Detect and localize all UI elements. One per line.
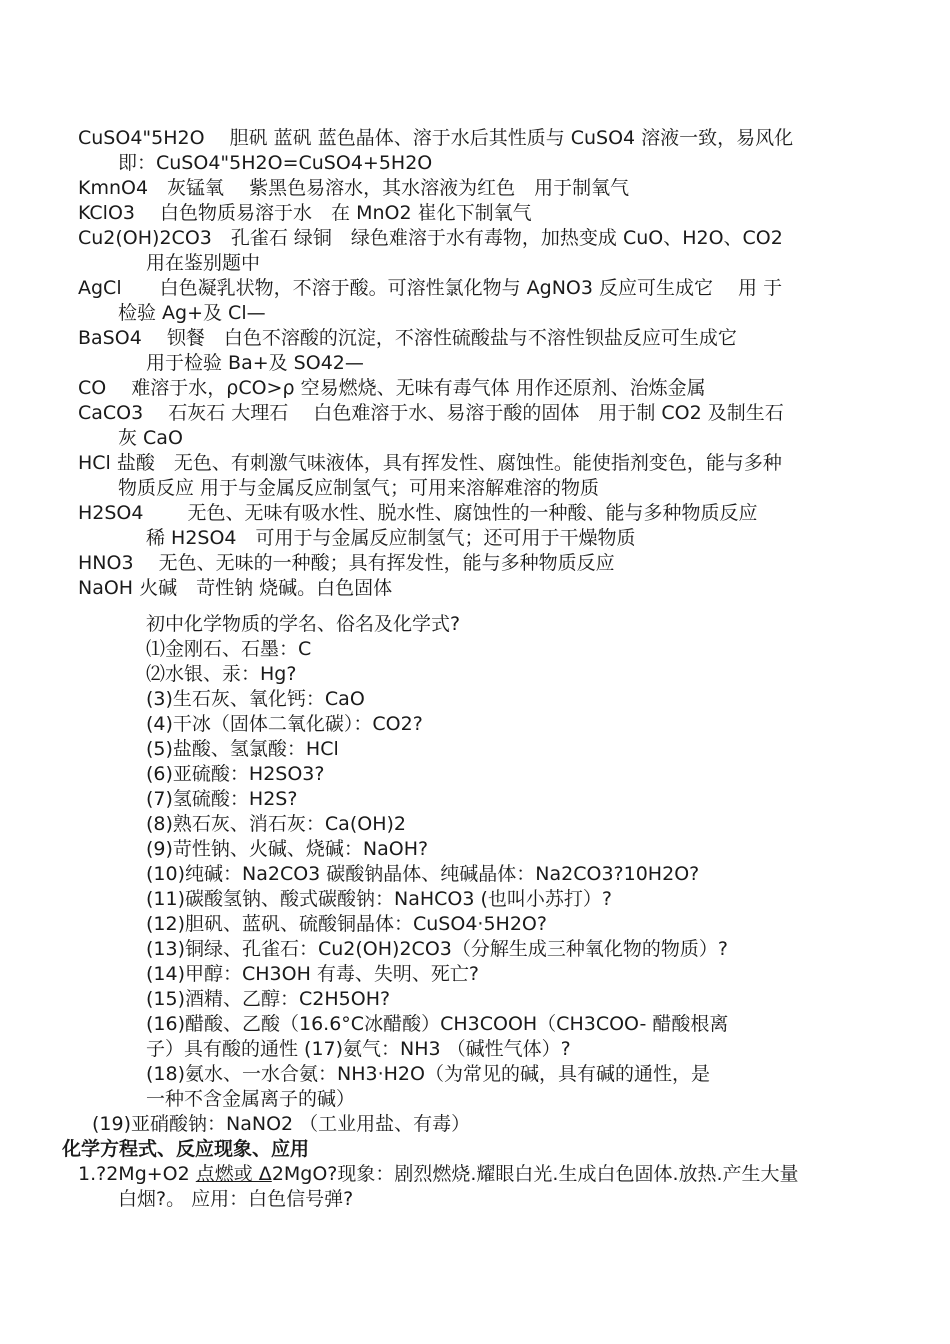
list-item: (7)氢硫酸：H2S? [146,788,298,810]
list-item: (8)熟石灰、消石灰：Ca(OH)2 [146,813,406,835]
text-line: 物质反应 用于与金属反应制氢气；可用来溶解难溶的物质 [118,477,600,499]
text-line: KClO3 白色物质易溶于水 在 MnO2 崔化下制氧气 [78,202,532,224]
list-item: 子）具有酸的通性 (17)氨气：NH3 （碱性气体）? [146,1038,571,1060]
text-line: 用在鉴别题中 [146,252,261,274]
text-line: 稀 H2SO4 可用于与金属反应制氢气；还可用于干燥物质 [146,527,636,549]
list-item: (15)酒精、乙醇：C2H5OH? [146,988,391,1010]
equation-line [78,1162,799,1187]
list-item: (9)苛性钠、火碱、烧碱：NaOH? [146,838,429,860]
list-item: ⑵水银、汞：Hg? [146,663,297,685]
text-line: 用于检验 Ba+及 SO42— [146,352,364,374]
text-line: CaCO3 石灰石 大理石 白色难溶于水、易溶于酸的固体 用于制 CO2 及制生石 [78,402,784,424]
text-line: BaSO4 钡餐 白色不溶酸的沉淀，不溶性硫酸盐与不溶性钡盐反应可生成它 [78,327,737,349]
list-item: (10)纯碱：Na2CO3 碳酸钠晶体、纯碱晶体：Na2CO3?10H2O? [146,863,700,885]
list-item: (19)亚硝酸钠：NaNO2 （工业用盐、有毒） [92,1113,471,1135]
text-line: KmnO4 灰锰氧 紫黑色易溶水，其水溶液为红色 用于制氧气 [78,177,630,199]
list-item: (14)甲醇：CH3OH 有毒、失明、死亡? [146,963,480,985]
list-item: (12)胆矾、蓝矾、硫酸铜晶体：CuSO4·5H2O? [146,913,547,935]
list-item: (4)干冰（固体二氧化碳）：CO2? [146,713,423,735]
list-item: (11)碳酸氢钠、酸式碳酸钠：NaHCO3 (也叫小苏打）? [146,888,612,910]
list-item: (16)醋酸、乙酸（16.6°C冰醋酸）CH3COOH（CH3COO- 醋酸根离 [146,1013,729,1035]
text-line: HNO3 无色、无味的一种酸；具有挥发性，能与多种物质反应 [78,552,615,574]
list-item: (18)氨水、一水合氨：NH3·H2O（为常见的碱，具有碱的通性，是 [146,1063,710,1085]
text-line: 检验 Ag+及 Cl— [118,302,266,324]
list-item: (13)铜绿、孔雀石：Cu2(OH)2CO3（分解生成三种氧化物的物质）? [146,938,728,960]
equation-prefix: 1.?2Mg+O2 [78,1163,196,1185]
list-item: ⑴金刚石、石墨：C [146,638,312,660]
list-item: 一种不含金属离子的碱） [146,1088,356,1110]
text-line: AgCl 白色凝乳状物，不溶于酸。可溶性氯化物与 AgNO3 反应可生成它 用 于 [78,277,783,299]
list-title: 初中化学物质的学名、俗名及化学式? [146,613,461,635]
section-heading: 化学方程式、反应现象、应用 [62,1138,310,1160]
list-item: (3)生石灰、氧化钙：CaO [146,688,365,710]
text-line: 即：CuSO4"5H2O=CuSO4+5H2O [118,152,433,174]
text-line: CO 难溶于水，ρCO>ρ 空易燃烧、无味有毒气体 用作还原剂、治炼金属 [78,377,706,399]
text-line: CuSO4"5H2O 胆矾 蓝矾 蓝色晶体、溶于水后其性质与 CuSO4 溶液一致，易风化 [78,127,794,149]
text-line: NaOH 火碱 苛性钠 烧碱。白色固体 [78,577,393,599]
text-line: 灰 CaO [118,427,183,449]
list-item: (6)亚硫酸：H2SO3? [146,763,325,785]
equation-line-continued: 白烟?。 应用：白色信号弹? [118,1188,354,1210]
reaction-condition: 点燃或 Δ [195,1163,272,1185]
equation-suffix: 2MgO?现象：剧烈燃烧.耀眼白光.生成白色固体.放热.产生大量 [271,1163,799,1185]
text-line: Cu2(OH)2CO3 孔雀石 绿铜 绿色难溶于水有毒物，加热变成 CuO、H2O、CO2 [78,227,783,249]
list-item: (5)盐酸、氢氯酸：HCl [146,738,339,760]
text-line: HCl 盐酸 无色、有刺激气味液体，具有挥发性、腐蚀性。能使指剂变色，能与多种 [78,452,782,474]
text-line: H2SO4 无色、无味有吸水性、脱水性、腐蚀性的一种酸、能与多种物质反应 [78,502,758,524]
